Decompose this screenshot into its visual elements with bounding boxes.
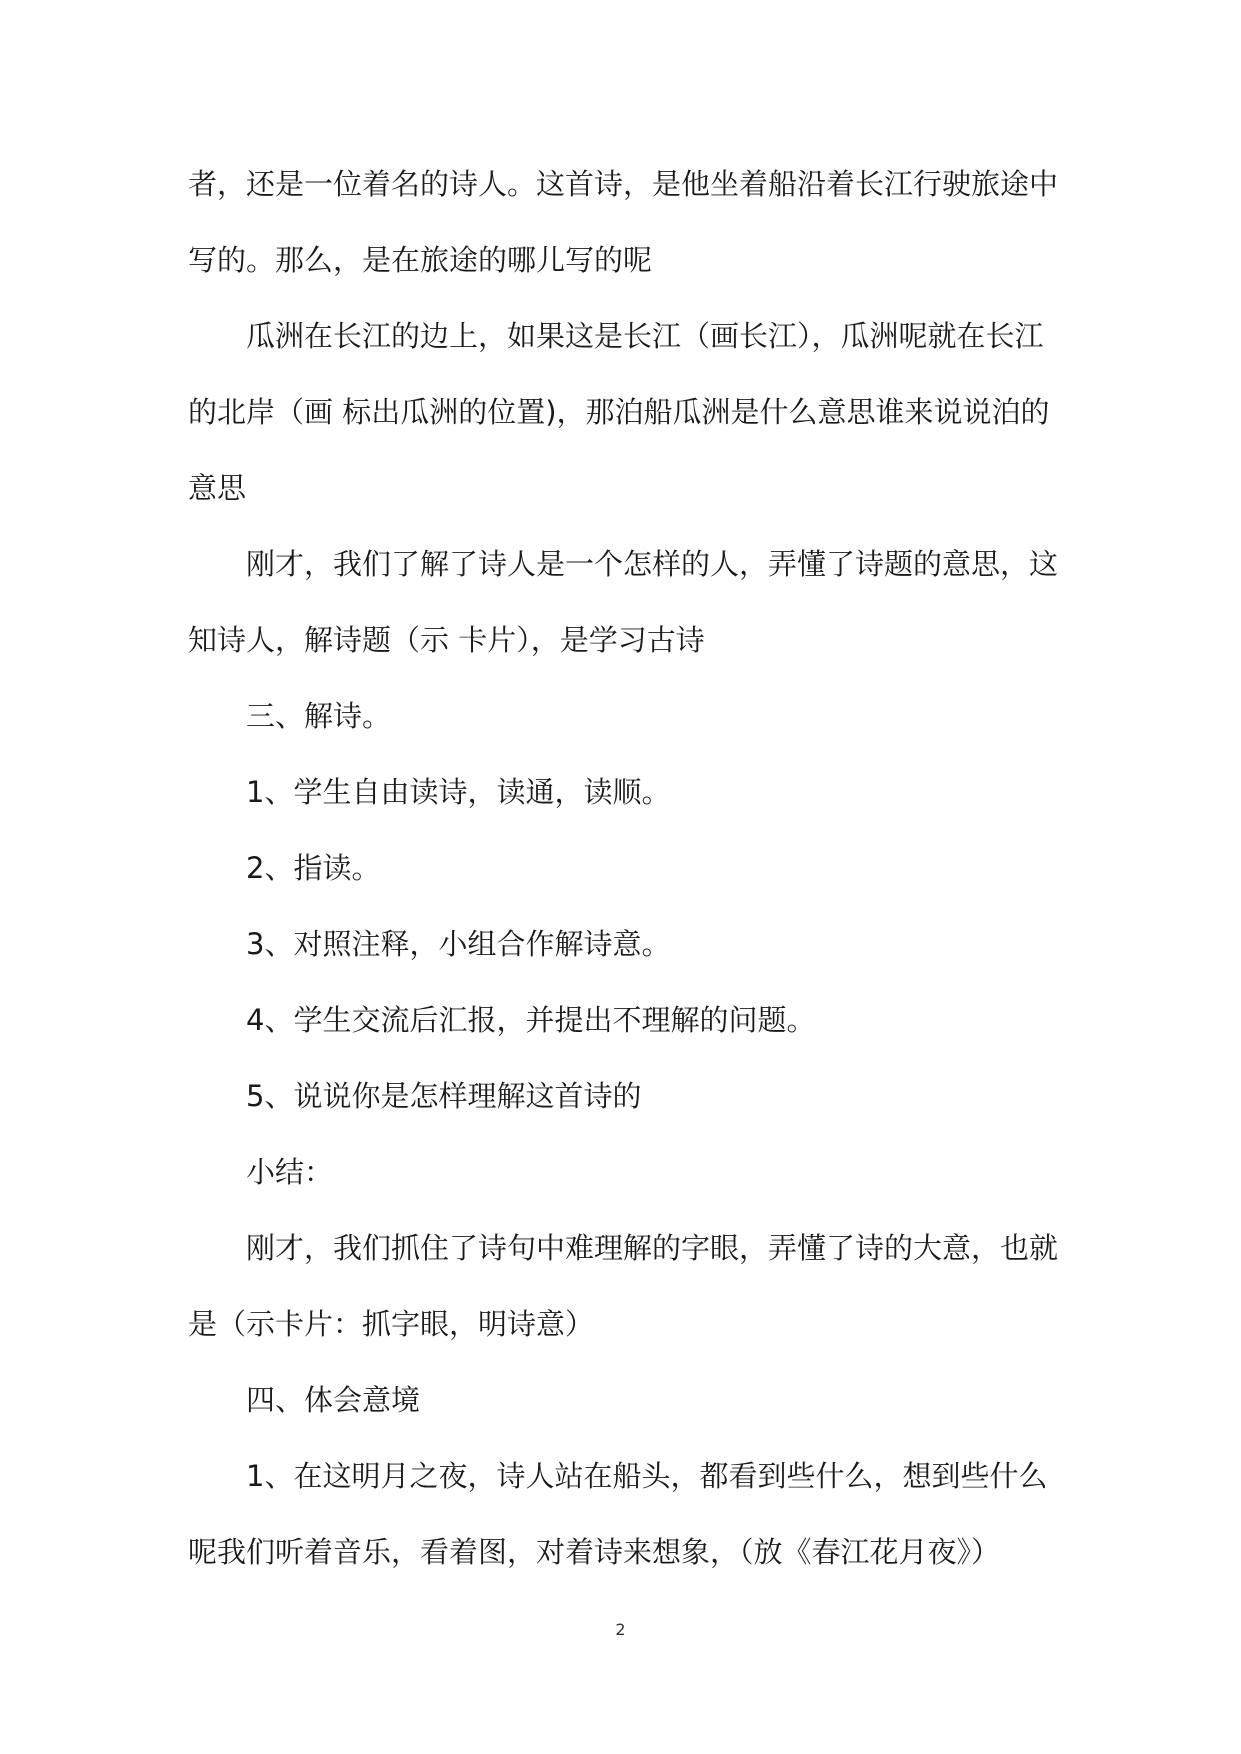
- text-line: 的北岸（画 标出瓜洲的位置)，那泊船瓜洲是什么意思谁来说说泊的: [188, 395, 1050, 429]
- text-line: 1、在这明月之夜，诗人站在船头，都看到些什么，想到些什么: [246, 1459, 1048, 1493]
- paragraph: [188, 1210, 1059, 1362]
- paragraph: [188, 146, 1059, 298]
- text-line: 小结：: [246, 1155, 334, 1189]
- text-line: 四、体会意境: [246, 1383, 421, 1417]
- text-line: 3、对照注释，小组合作解诗意。: [246, 927, 671, 961]
- text-line: 刚才，我们抓住了诗句中难理解的字眼，弄懂了诗的大意，也就: [246, 1231, 1059, 1265]
- text-line: 瓜洲在长江的边上，如果这是长江（画长江），瓜洲呢就在长江: [246, 319, 1044, 353]
- page-number: 2: [615, 1620, 626, 1639]
- text-line: 三、解诗。: [246, 699, 392, 733]
- paragraph: [188, 526, 1059, 678]
- text-line: 刚才，我们了解了诗人是一个怎样的人，弄懂了诗题的意思，这: [246, 547, 1059, 581]
- paragraph: [188, 1438, 1050, 1590]
- paragraph: [188, 1058, 1050, 1134]
- paragraph: [188, 1134, 1050, 1210]
- paragraph: [188, 982, 1050, 1058]
- text-line: 5、说说你是怎样理解这首诗的: [246, 1079, 642, 1113]
- text-line: 呢我们听着音乐，看着图，对着诗来想象，（放《春江花月夜》）: [188, 1535, 1001, 1569]
- paragraph: [188, 830, 1050, 906]
- paragraph: [188, 678, 1050, 754]
- text-line: 是（示卡片：抓字眼，明诗意）: [188, 1307, 595, 1341]
- document-body: [188, 146, 1059, 1590]
- paragraph: [188, 906, 1050, 982]
- text-line: 1、学生自由读诗，读通，读顺。: [246, 775, 671, 809]
- text-line: 者，还是一位着名的诗人。这首诗，是他坐着船沿着长江行驶旅途中: [188, 167, 1059, 201]
- text-line: 意思: [188, 471, 247, 505]
- paragraph: [188, 754, 1050, 830]
- text-line: 写的。那么，是在旅途的哪儿写的呢: [188, 243, 653, 277]
- text-line: 2、指读。: [246, 851, 381, 885]
- text-line: 知诗人，解诗题（示 卡片），是学习古诗: [188, 623, 705, 657]
- paragraph: [188, 298, 1050, 526]
- text-line: 4、学生交流后汇报，并提出不理解的问题。: [246, 1003, 816, 1037]
- paragraph: [188, 1362, 1050, 1438]
